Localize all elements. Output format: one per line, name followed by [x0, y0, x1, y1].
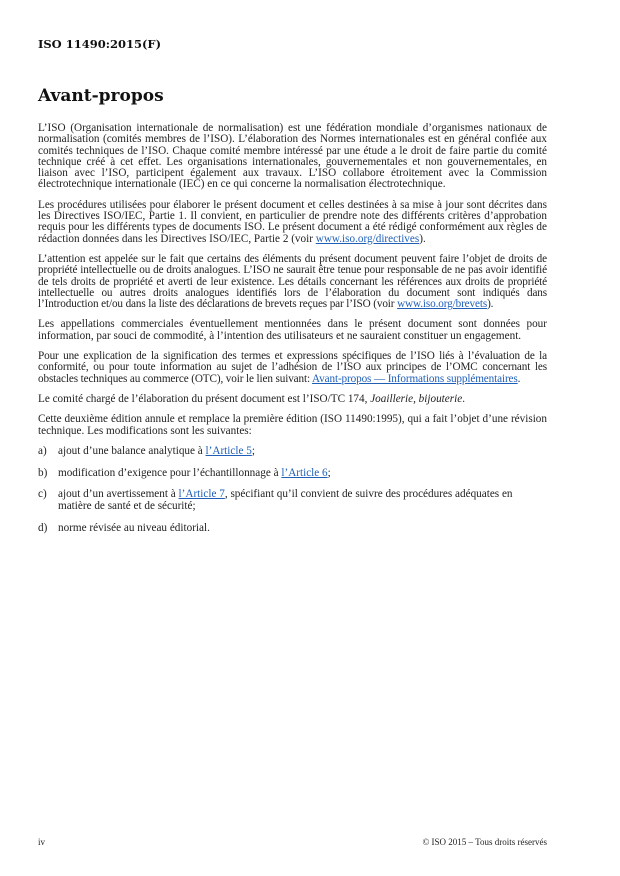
- article-6-link[interactable]: l’Article 6: [281, 466, 328, 479]
- list-marker: b): [38, 466, 48, 479]
- page-title: Avant-propos: [38, 86, 164, 106]
- list-item: d) norme révisée au niveau éditorial.: [38, 521, 210, 534]
- committee-title: Joaillerie, bijouterie: [370, 392, 463, 405]
- paragraph-committee: Le comité chargé de l’élaboration du présent document est l’ISO/TC 174, Joaillerie, bijouterie.: [38, 392, 465, 405]
- copyright-notice: © ISO 2015 – Tous droits réservés: [422, 837, 547, 847]
- supplementary-info-link[interactable]: Avant-propos — Informations supplémentaires: [312, 372, 518, 385]
- page-number: iv: [38, 837, 46, 847]
- list-marker: a): [38, 444, 47, 457]
- page-footer: [38, 837, 547, 847]
- paragraph-conformity: Pour une explication de la signification des termes et expressions spécifiques de l’ISO liés à l’évaluation de la conformité, ou pour toute information au sujet de l’adhésion de l’ISO aux principes de l’OMC concernant les obstacles techniques au commerce (OTC), voir le lien suivant: Avant-propos — Informations supplémentaires.: [38, 350, 547, 385]
- paragraph-trade-names: Les appellations commerciales éventuellement mentionnées dans le présent document sont données pour information, par souci de commodité, à l’intention des utilisateurs et ne sauraient constituer un engagement.: [38, 318, 547, 342]
- paragraph-procedures: Les procédures utilisées pour élaborer le présent document et celles destinées à sa mise à jour sont décrites dans les Directives ISO/IEC, Partie 1. Il convient, en particulier de prendre note des différents critères d’approbation requis pour les différents types de documents ISO. Le présent document a été rédigé conformément aux règles de rédaction données dans les Directives ISO/IEC, Partie 2 (voir www.iso.org/directives).: [38, 198, 547, 245]
- changes-list: [38, 446, 547, 534]
- list-marker: c): [38, 488, 47, 501]
- article-7-link[interactable]: l’Article 7: [178, 488, 225, 501]
- standard-identifier: ISO 11490:2015(F): [38, 37, 162, 51]
- foreword-body: [38, 123, 547, 544]
- directives-link[interactable]: www.iso.org/directives: [315, 232, 420, 245]
- list-item: a) ajout d’une balance analytique à l’Article 5;: [38, 444, 255, 457]
- list-item: c) ajout d’un avertissement à l’Article 7, spécifiant qu’il convient de suivre des procédures adéquates en matière de santé et de sécurité;: [38, 488, 513, 512]
- paragraph-iso-intro: L’ISO (Organisation internationale de normalisation) est une fédération mondiale d’organismes nationaux de normalisation (comités membres de l’ISO). L’élaboration des Normes internationales est en général confiée aux comités techniques de l’ISO. Chaque comité membre intéressé par une étude a le droit de faire partie du comité technique créé à cet effet. Les organisations internationales, gouvernementales et non gouvernementales, en liaison avec l’ISO, participent également aux travaux. L’ISO collabore étroitement avec la Commission électrotechnique internationale (IEC) en ce qui concerne la normalisation électrotechnique.: [38, 122, 547, 191]
- list-marker: d): [38, 521, 48, 534]
- article-5-link[interactable]: l’Article 5: [205, 444, 252, 457]
- paragraph-edition: Cette deuxième édition annule et remplace la première édition (ISO 11490:1995), qui a fait l’objet d’une révision technique. Les modifications sont les suivantes:: [38, 413, 547, 437]
- list-item: b) modification d’exigence pour l’échantillonnage à l’Article 6;: [38, 466, 331, 479]
- paragraph-patents: L’attention est appelée sur le fait que certains des éléments du présent document peuvent faire l’objet de droits de propriété intellectuelle ou de droits analogues. L’ISO ne saurait être tenue pour responsable de ne pas avoir identifié de tels droits de propriété et averti de leur existence. Les détails concernant les références aux droits de propriété intellectuelle ou autres droits analogues identifiés lors de l’élaboration du document sont indiqués dans l’Introduction et/ou dans la liste des déclarations de brevets reçues par l’ISO (voir www.iso.org/brevets).: [38, 252, 547, 311]
- patents-link[interactable]: www.iso.org/brevets: [397, 298, 488, 311]
